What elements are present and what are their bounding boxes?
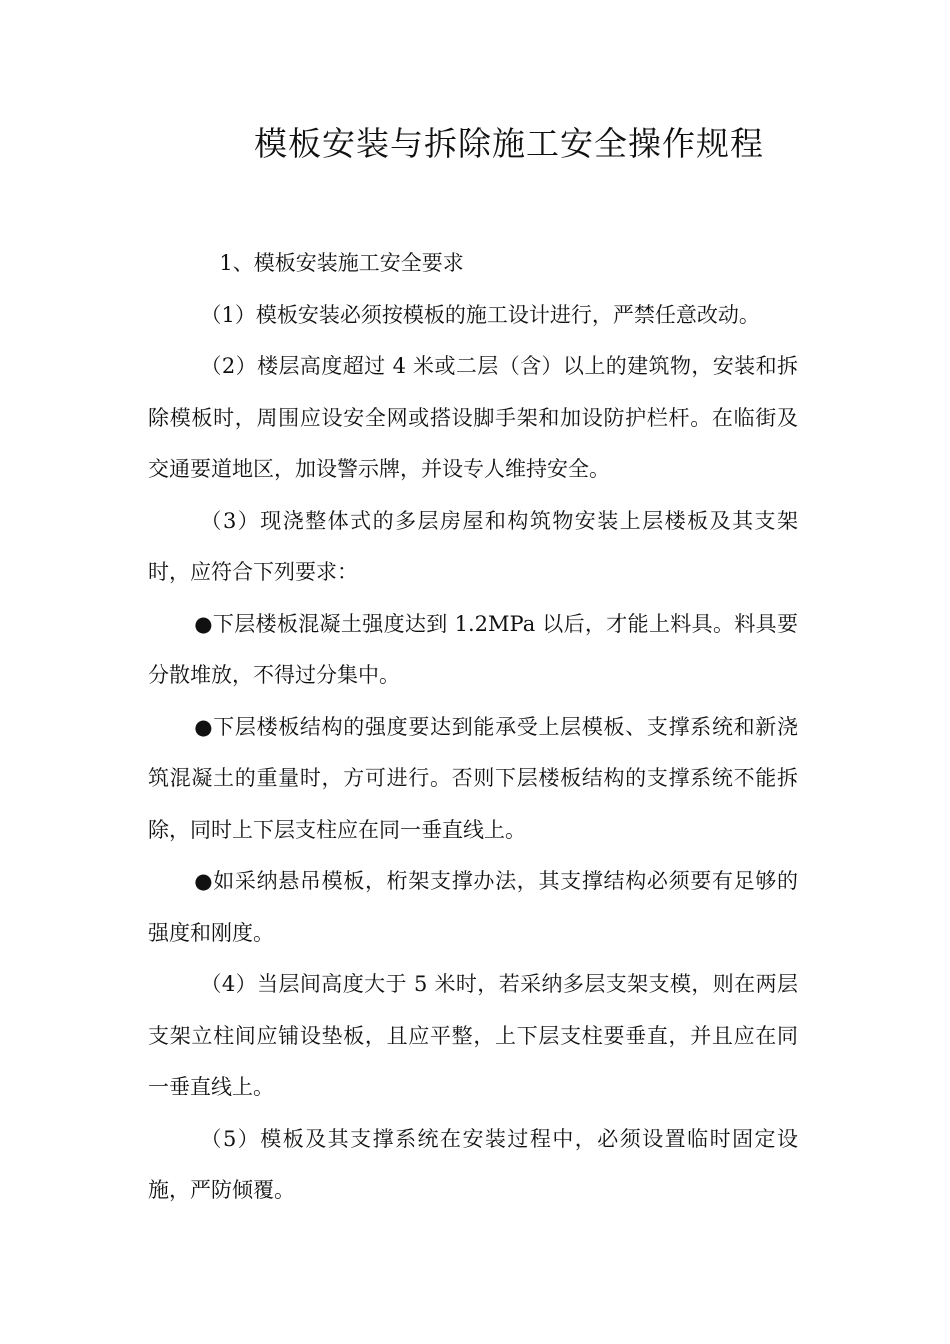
section-heading: 1、模板安装施工安全要求 xyxy=(219,251,464,275)
bullet-item-2: ●下层楼板结构的强度要达到能承受上层模板、支撑系统和新浇筑混凝土的重量时，方可进行。否则下层楼板结构的支撑系统不能拆除，同时上下层支柱应在同一垂直线上。 xyxy=(148,714,798,842)
paragraph-item-5: （5）模板及其支撑系统在安装过程中，必须设置临时固定设施，严防倾覆。 xyxy=(148,1126,798,1202)
paragraph-item-3: （3）现浇整体式的多层房屋和构筑物安装上层楼板及其支架时，应符合下列要求： xyxy=(148,508,798,584)
document-body xyxy=(148,238,798,1217)
bullet-item-3: ●如采纳悬吊模板，桁架支撑办法，其支撑结构必须要有足够的强度和刚度。 xyxy=(148,869,798,945)
paragraph-item-1: （1）模板安装必须按模板的施工设计进行，严禁任意改动。 xyxy=(200,302,760,327)
paragraph-item-2: （2）楼层高度超过 4 米或二层（含）以上的建筑物，安装和拆除模板时，周围应设安全网或搭设脚手架和加设防护栏杆。在临街及交通要道地区，加设警示牌，并设专人维持安全。 xyxy=(148,354,798,481)
bullet-item-1: ●下层楼板混凝土强度达到 1.2MPa 以后，才能上料具。料具要分散堆放，不得过分集中。 xyxy=(148,611,798,687)
paragraph-item-4: （4）当层间高度大于 5 米时，若采纳多层支架支模，则在两层支架立柱间应铺设垫板，且应平整，上下层支柱要垂直，并且应在同一垂直线上。 xyxy=(148,972,798,1099)
document-title: 模板安装与拆除施工安全操作规程 xyxy=(254,124,764,163)
